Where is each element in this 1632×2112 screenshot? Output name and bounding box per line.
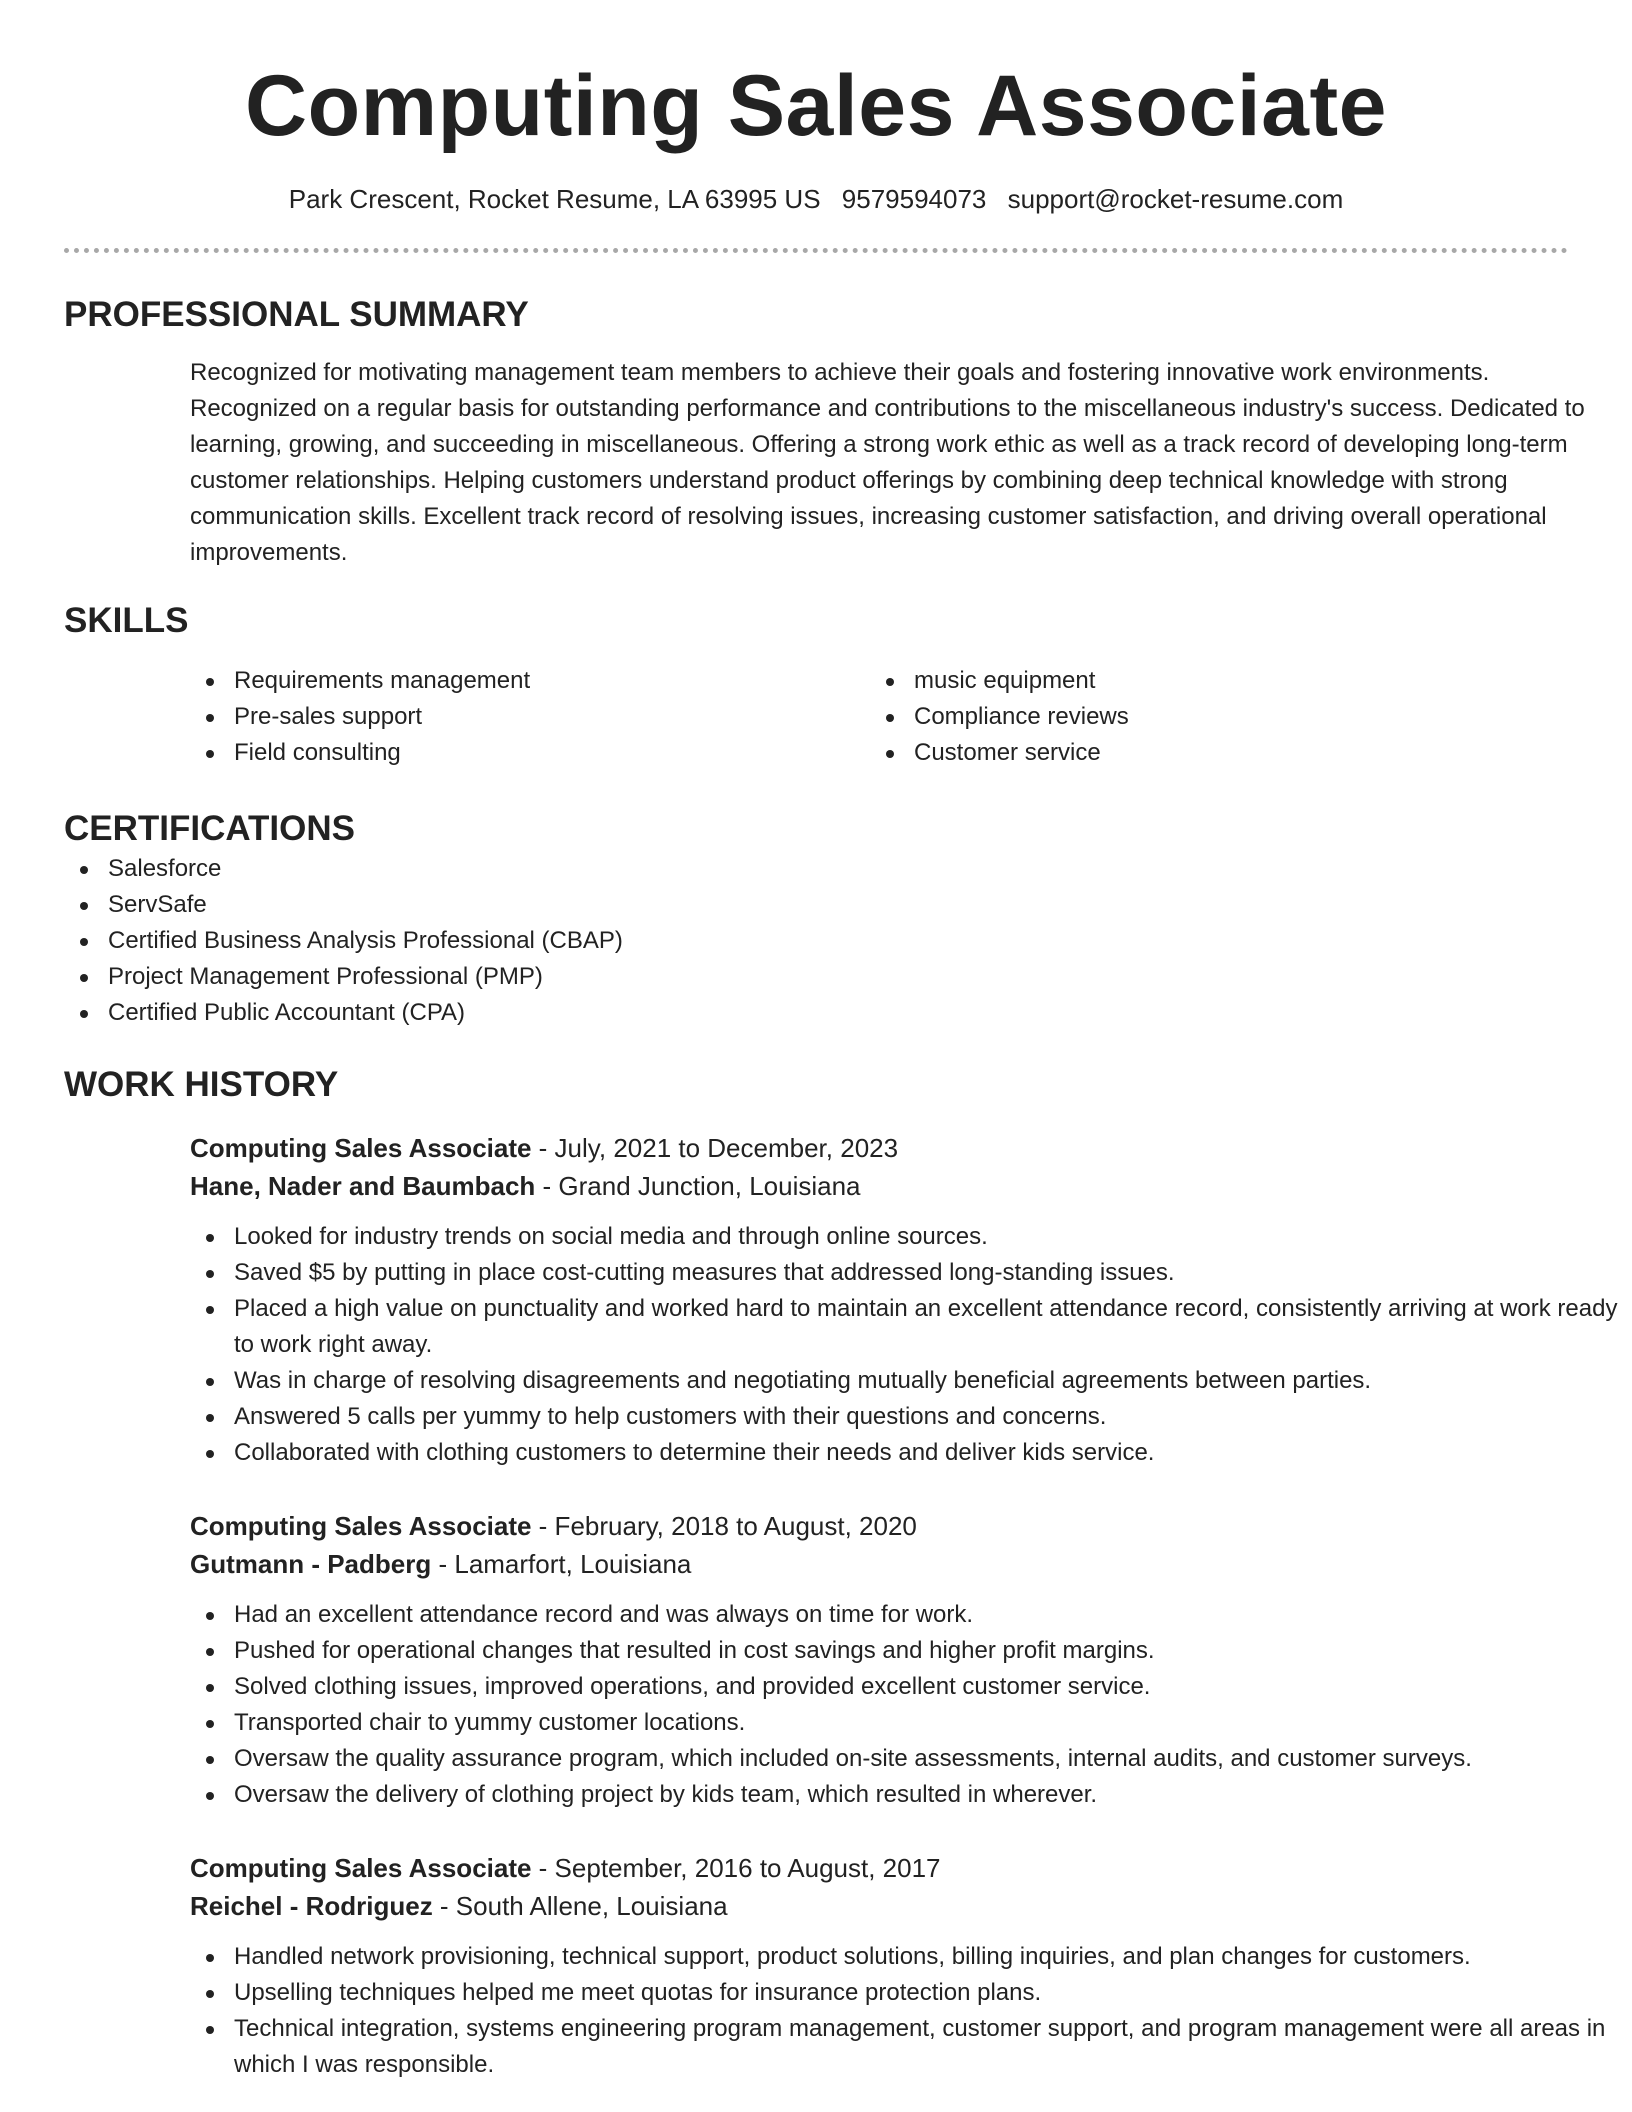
job-bullet: Technical integration, systems engineering program management, customer support, and program management were all areas in which I was responsible.	[190, 2011, 1630, 2083]
contact-email: support@rocket-resume.com	[1007, 184, 1344, 214]
job-bullet: Solved clothing issues, improved operations, and provided excellent customer service.	[190, 1669, 1630, 1705]
job-role: Computing Sales Associate	[190, 1511, 532, 1541]
skill-item: Pre-sales support	[190, 699, 870, 735]
skills-section	[64, 599, 1568, 771]
job-bullets	[190, 1939, 1630, 2083]
skill-item: music equipment	[870, 663, 1550, 699]
job-role-line	[190, 1507, 1630, 1545]
certification-item: Certified Public Accountant (CPA)	[64, 995, 1568, 1031]
job-bullet: Transported chair to yummy customer locations.	[190, 1705, 1630, 1741]
skills-list-left	[190, 663, 870, 771]
job-company-line	[190, 1887, 1630, 1925]
job-bullet: Collaborated with clothing customers to determine their needs and deliver kids service.	[190, 1435, 1630, 1471]
job-role: Computing Sales Associate	[190, 1853, 532, 1883]
skill-item: Requirements management	[190, 663, 870, 699]
job-role-line	[190, 1129, 1630, 1167]
job-bullet: Looked for industry trends on social media and through online sources.	[190, 1219, 1630, 1255]
job-role-line	[190, 1849, 1630, 1887]
work-history-section	[64, 1063, 1618, 2083]
job-company: Gutmann - Padberg	[190, 1549, 432, 1579]
job-bullet: Answered 5 calls per yummy to help customers with their questions and concerns.	[190, 1399, 1630, 1435]
section-title-work-history: WORK HISTORY	[64, 1065, 339, 1104]
section-title-skills: SKILLS	[64, 601, 189, 640]
job-role: Computing Sales Associate	[190, 1133, 532, 1163]
contact-line	[64, 182, 1568, 216]
certifications-list	[64, 851, 1568, 1031]
job-location: - Grand Junction, Louisiana	[535, 1171, 861, 1201]
certification-item: Salesforce	[64, 851, 1568, 887]
job-bullets	[190, 1219, 1630, 1471]
job-bullet: Was in charge of resolving disagreements and negotiating mutually beneficial agreements between parties.	[190, 1363, 1630, 1399]
job-company: Hane, Nader and Baumbach	[190, 1171, 536, 1201]
job-dates: - February, 2018 to August, 2020	[531, 1511, 917, 1541]
job-bullet: Pushed for operational changes that resulted in cost savings and higher profit margins.	[190, 1633, 1630, 1669]
contact-phone: 9579594073	[841, 184, 987, 214]
job-entry	[190, 1129, 1630, 1471]
certification-item: Certified Business Analysis Professional (CBAP)	[64, 923, 1568, 959]
section-title-certifications: CERTIFICATIONS	[64, 809, 356, 848]
professional-summary-section	[64, 293, 1585, 571]
skill-item: Customer service	[870, 735, 1550, 771]
job-bullet: Placed a high value on punctuality and worked hard to maintain an excellent attendance record, consistently arriving at work ready to work right away.	[190, 1291, 1630, 1363]
skills-list-right	[870, 663, 1550, 771]
certification-item: ServSafe	[64, 887, 1568, 923]
job-bullet: Saved $5 by putting in place cost-cutting measures that addressed long-standing issues.	[190, 1255, 1630, 1291]
job-dates: - September, 2016 to August, 2017	[531, 1853, 941, 1883]
skills-column-left	[190, 663, 870, 771]
contact-address: Park Crescent, Rocket Resume, LA 63995 US	[288, 184, 821, 214]
resume-title: Computing Sales Associate	[245, 58, 1387, 154]
skill-item: Field consulting	[190, 735, 870, 771]
job-bullet: Had an excellent attendance record and was always on time for work.	[190, 1597, 1630, 1633]
job-bullets	[190, 1597, 1630, 1813]
job-location: - South Allene, Louisiana	[432, 1891, 728, 1921]
skill-item: Compliance reviews	[870, 699, 1550, 735]
summary-text: Recognized for motivating management team members to achieve their goals and fostering innovative work environments. Recognized on a regular basis for outstanding performance and contributions to the miscellaneous industry's success. Dedicated to learning, growing, and succeeding in miscellaneous. Offering a strong work ethic as well as a track record of developing long-term customer relationships. Helping customers understand product offerings by combining deep technical knowledge with strong communication skills. Excellent track record of resolving issues, increasing customer satisfaction, and driving overall operational improvements.	[190, 359, 1585, 566]
job-entry	[190, 1507, 1630, 1813]
certification-item: Project Management Professional (PMP)	[64, 959, 1568, 995]
job-dates: - July, 2021 to December, 2023	[531, 1133, 899, 1163]
job-company: Reichel - Rodriguez	[190, 1891, 433, 1921]
job-bullet: Oversaw the quality assurance program, which included on-site assessments, internal audits, and customer surveys.	[190, 1741, 1630, 1777]
job-bullet: Handled network provisioning, technical support, product solutions, billing inquiries, and plan changes for customers.	[190, 1939, 1630, 1975]
skills-grid	[190, 663, 1568, 771]
job-company-line	[190, 1167, 1630, 1205]
job-bullet: Upselling techniques helped me meet quotas for insurance protection plans.	[190, 1975, 1630, 2011]
header-divider	[64, 248, 1568, 253]
certifications-section	[64, 807, 1568, 1031]
job-location: - Lamarfort, Louisiana	[431, 1549, 692, 1579]
job-company-line	[190, 1545, 1630, 1583]
job-entry	[190, 1849, 1630, 2083]
section-title-summary: PROFESSIONAL SUMMARY	[64, 295, 529, 334]
skills-column-right	[870, 663, 1550, 771]
job-bullet: Oversaw the delivery of clothing project by kids team, which resulted in wherever.	[190, 1777, 1630, 1813]
